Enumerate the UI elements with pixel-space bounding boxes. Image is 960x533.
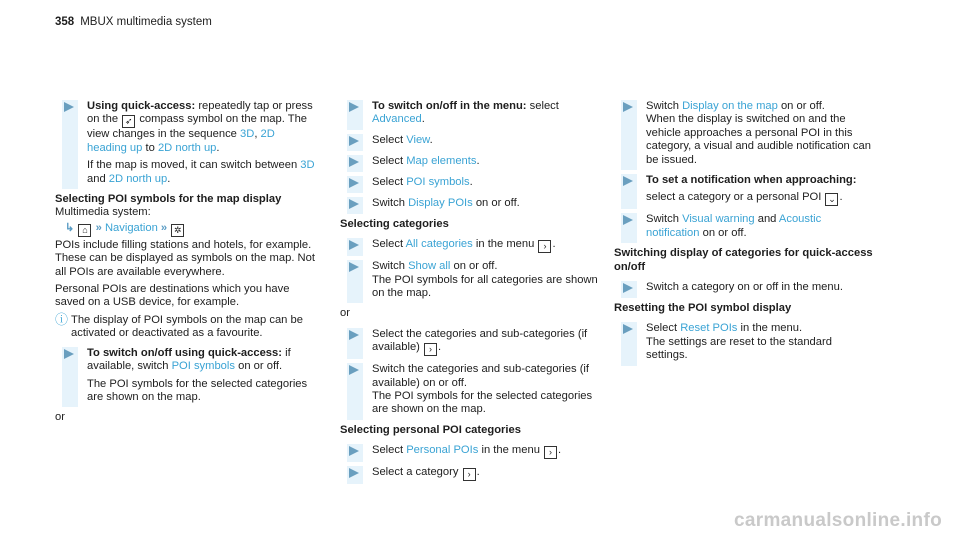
step-switch-display-pois: Switch Display POIs on or off.	[340, 197, 602, 211]
arrow-right-icon	[349, 262, 359, 272]
step-select-view: Select View.	[340, 134, 602, 148]
arrow-right-icon	[64, 349, 74, 359]
section-heading-quick-access-categories: Switching display of categories for quick-access on/off	[614, 247, 873, 273]
step-select-all-categories: Select All categories in the menu › .	[340, 238, 602, 253]
arrow-right-icon	[349, 446, 359, 456]
arrow-right-icon	[349, 330, 359, 340]
arrow-right-icon	[349, 240, 359, 250]
double-chevron-icon: »	[95, 221, 102, 234]
paragraph-pois: POIs include filling stations and hotels, for example. These can be displayed as symbols on the map. Not all POIs are available everywhere.	[55, 238, 315, 278]
section-heading-reset: Resetting the POI symbol display	[614, 302, 792, 315]
step-quick-access-toggle: To switch on/off using quick-access: if available, switch POI symbols on or off. The POI symbols for the selected categories are shown on the map.	[55, 347, 317, 405]
link-display-on-the-map[interactable]: Display on the map	[682, 100, 778, 112]
system-label: Multimedia system:	[55, 206, 151, 219]
arrow-right-icon	[623, 215, 633, 225]
step-switch-show-all: Switch Show all on or off. The POI symbols for all categories are shown on the map.	[340, 260, 602, 300]
step-menu-toggle: To switch on/off in the menu: select Advanced.	[340, 100, 602, 127]
arrow-right-icon	[64, 102, 74, 112]
favourite-note: ⓘ The display of POI symbols on the map can be activated or deactivated as a favourite.	[55, 311, 303, 340]
arrow-right-icon	[349, 199, 359, 209]
arrow-right-icon	[623, 176, 633, 186]
chevron-right-icon: ›	[463, 468, 476, 481]
link-poi-symbols[interactable]: POI symbols	[171, 360, 235, 373]
link-visual-warning[interactable]: Visual warning	[682, 213, 755, 226]
arrow-right-icon	[349, 136, 359, 146]
arrow-right-icon	[349, 468, 359, 478]
section-heading-categories: Selecting categories	[340, 217, 449, 230]
link-advanced[interactable]: Advanced	[372, 113, 422, 126]
home-icon: ⌂	[78, 224, 91, 237]
link-acoustic-notification[interactable]: Acoustic notification	[646, 213, 822, 239]
arrow-right-icon	[623, 102, 633, 112]
poi-marker-icon: ⌄	[825, 193, 838, 206]
navigation-path	[55, 222, 317, 237]
arrow-right-icon	[349, 102, 359, 112]
or-separator: or	[340, 307, 350, 320]
step-select-map-elements: Select Map elements.	[340, 155, 602, 169]
step-set-notification: To set a notification when approaching: select a category or a personal POI ⌄ .	[614, 174, 876, 206]
column-2	[340, 100, 602, 488]
step-switch-display-on-map: Switch Display on the map on or off. When the display is switched on and the vehicle approaches a personal POI in this category, a visual and audible notification can be issued.	[614, 100, 876, 167]
arrow-right-icon	[349, 365, 359, 375]
link-2d-heading-up[interactable]: 2D heading up	[87, 128, 275, 154]
link-2d-north-up-2[interactable]: 2D north up	[108, 172, 168, 185]
chevron-right-icon: ›	[538, 240, 551, 253]
link-view[interactable]: View	[406, 133, 430, 146]
column-1	[55, 100, 317, 425]
step-switch-category-menu: Switch a category on or off in the menu.	[614, 281, 876, 295]
watermark: carmanualsonline.info	[734, 509, 942, 531]
link-reset-pois[interactable]: Reset POIs	[680, 322, 738, 335]
or-separator: or	[55, 411, 65, 424]
step-select-subcategories: Select the categories and sub-categories (if available) › .	[340, 328, 602, 356]
arrow-right-icon	[349, 157, 359, 167]
link-personal-pois[interactable]: Personal POIs	[406, 444, 479, 457]
paragraph-personal-pois: Personal POIs are destinations which you have saved on a USB device, for example.	[55, 283, 290, 309]
section-heading-personal-poi: Selecting personal POI categories	[340, 423, 521, 436]
link-display-pois[interactable]: Display POIs	[408, 196, 473, 209]
link-3d[interactable]: 3D	[240, 128, 255, 141]
double-chevron-icon: »	[160, 221, 168, 234]
step-select-poi-symbols: Select POI symbols.	[340, 176, 602, 190]
page-header	[55, 16, 212, 29]
chapter-title: MBUX multimedia system	[80, 16, 212, 28]
link-2d-north-up[interactable]: 2D north up	[157, 141, 217, 154]
link-all-categories[interactable]: All categories	[405, 238, 473, 251]
link-3d-2[interactable]: 3D	[300, 159, 315, 172]
link-show-all[interactable]: Show all	[408, 260, 451, 273]
link-poi-symbols-menu[interactable]: POI symbols	[406, 175, 470, 188]
page-number: 358	[55, 16, 75, 28]
arrow-right-icon	[349, 178, 359, 188]
arrow-right-icon	[623, 324, 633, 334]
step-switch-warnings: Switch Visual warning and Acoustic notification on or off.	[614, 213, 876, 240]
gear-icon: ✲	[171, 224, 184, 237]
info-icon: ⓘ	[55, 311, 69, 327]
compass-icon: ➶	[122, 115, 135, 128]
step-select-category: Select a category › .	[340, 466, 602, 481]
chevron-right-icon: ›	[544, 446, 557, 459]
arrow-right-icon	[623, 283, 633, 293]
path-arrow-icon: ↳	[65, 221, 75, 234]
chevron-right-icon: ›	[424, 343, 437, 356]
step-reset-pois: Select Reset POIs in the menu. The settings are reset to the standard settings.	[614, 322, 876, 362]
section-heading-poi-symbols: Selecting POI symbols for the map display	[55, 193, 282, 206]
link-navigation[interactable]: Navigation	[104, 221, 158, 234]
step-switch-subcategories: Switch the categories and sub-categories (if available) on or off. The POI symbols for the selected categories are shown on the map.	[340, 363, 602, 417]
step-quick-access-compass: Using quick-access: repeatedly tap or press on the ➶ compass symbol on the map. The view changes in the sequence 3D, 2D heading up to 2D north up. If the map is moved, it can switch between 3D and 2D north up.	[55, 100, 317, 186]
column-3	[614, 100, 876, 370]
link-map-elements[interactable]: Map elements	[406, 154, 477, 167]
step-select-personal-pois: Select Personal POIs in the menu › .	[340, 444, 602, 459]
